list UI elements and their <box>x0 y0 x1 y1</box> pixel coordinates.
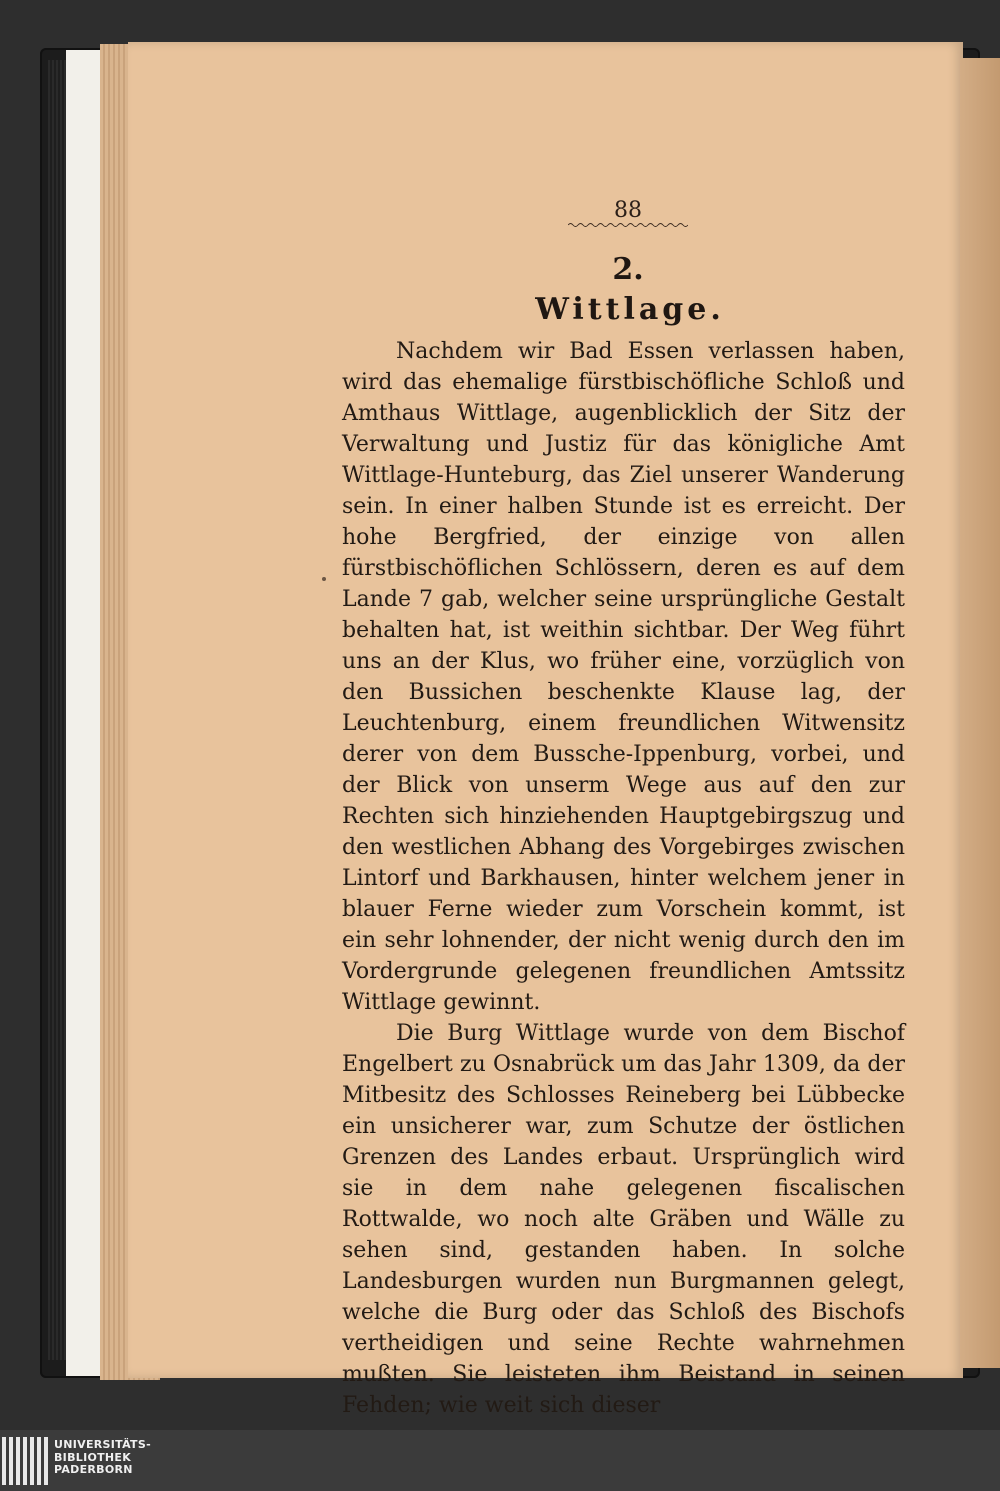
section-number: 2. <box>612 252 644 287</box>
endpaper <box>66 50 102 1376</box>
page-number: 88 <box>614 198 642 223</box>
wavy-rule-ornament <box>568 222 688 228</box>
paragraph: Die Burg Wittlage wurde von dem Bischof Engelbert zu Osnabrück um das Jahr 1309, da der Mitbesitz des Schlosses Reineberg bei Lübbecke ein unsicherer war, zum Schutze der östlichen Grenzen des Landes erbaut. Ursprünglich wird sie in dem nahe gelegenen fiscalischen Rottwalde, wo noch alte Gräben und Wälle zu sehen sind, gestanden haben. In solche Landesburgen wurden nun Burgmannen gelegt, welche die Burg oder das Schloß des Bischofs vertheidigen und seine Rechte wahrnehmen mußten. Sie leisteten ihm Beistand in seinen Fehden; wie weit sich dieser <box>342 1021 905 1418</box>
library-name-line: UNIVERSITÄTS- <box>54 1438 151 1451</box>
body-text <box>342 336 905 1421</box>
library-name <box>54 1439 151 1477</box>
paragraph: Nachdem wir Bad Essen verlassen haben, wird das ehemalige fürstbischöfliche Schloß und Amthaus Wittlage, augenblicklich der Sitz der Verwaltung und Justiz für das königliche Amt Wittlage-Hunteburg, das Ziel unserer Wanderung sein. In einer halben Stunde ist es erreicht. Der hohe Bergfried, der einzige von allen fürstbischöflichen Schlössern, deren es auf dem Lande 7 gab, welcher seine ursprüngliche Gestalt behalten hat, ist weithin sichtbar. Der Weg führt uns an der Klus, wo früher eine, vorzüglich von den Bussichen beschenkte Klause lag, der Leuchtenburg, einem freundlichen Witwensitz derer von dem Bussche-Ippenburg, vorbei, und der Blick von unserm Wege aus auf den zur Rechten sich hinziehenden Hauptgebirgszug und den westlichen Abhang des Vorgebirges zwischen Lintorf und Barkhausen, hinter welchem jener in blauer Ferne wieder zum Vorschein kommt, ist ein sehr lohnender, der nicht wenig durch den im Vordergrunde gelegenen freundlichen Amtssitz Wittlage gewinnt. <box>342 339 905 1015</box>
margin-mark <box>322 577 326 581</box>
library-name-line: BIBLIOTHEK <box>54 1450 132 1464</box>
library-name-line: PADERBORN <box>54 1463 133 1476</box>
section-title: Wittlage. <box>535 292 725 327</box>
page-right-edge <box>960 58 1000 1368</box>
library-logo-icon <box>0 1435 50 1487</box>
